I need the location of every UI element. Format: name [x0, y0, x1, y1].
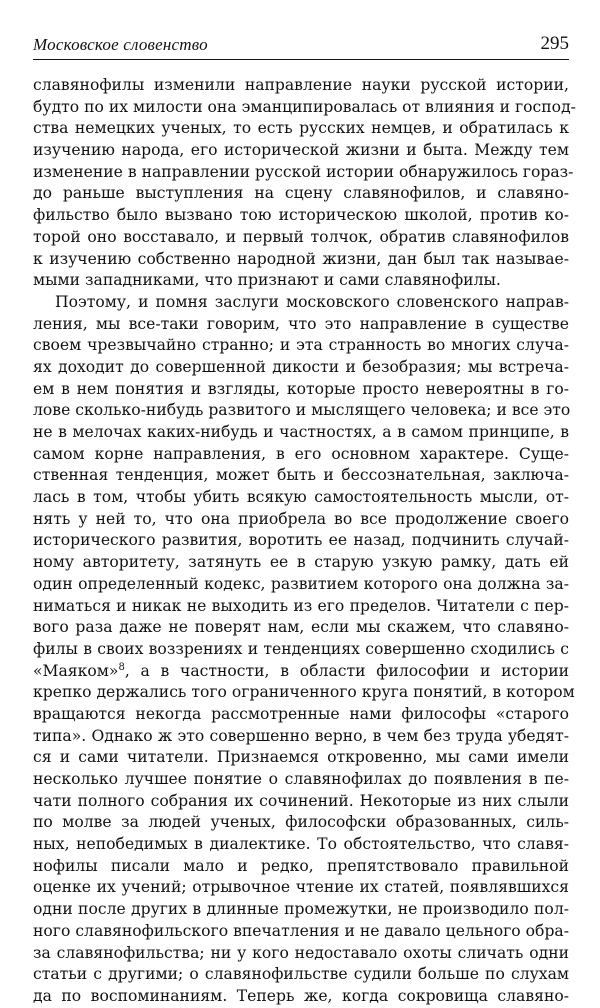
text-line: не в мелочах каких-нибудь и частностях, а в самом принципе, в — [33, 423, 569, 441]
text-line: изучению народа, его исторической жизни и быта. Между тем — [33, 141, 569, 160]
text-line: ного славянофильского впечатления и не давало цельного обра- — [33, 921, 569, 940]
text-line: до раньше выступления на сцену славянофилов, и славяно- — [33, 184, 569, 203]
text-line: вого раза даже не поверят нам, если мы скажем, что славяно- — [33, 618, 569, 637]
text-line: чати полного собрания их сочинений. Некоторые из них слыли — [33, 791, 569, 810]
text-line: самом корне направления, в его основном характере. Суще- — [33, 444, 569, 463]
text-fragment: «Маяком» — [33, 661, 119, 680]
paragraph — [33, 75, 576, 292]
text-line: несколько лучшее понятие о славянофилах до появления в пе- — [33, 770, 569, 788]
text-fragment: , а в частности, в области философии и истории — [124, 661, 569, 680]
text-line: торой оно восставало, и первый толчок, обратив славянофилов — [33, 227, 569, 246]
text-line: ственная тенденция, может быть и бессознательная, заключа- — [33, 466, 569, 485]
text-line: Поэтому, и помня заслуги московского словенского направ- — [55, 292, 569, 311]
text-line: исторического развития, воротить ее назад, подчинить случай- — [33, 531, 569, 550]
page-number: 295 — [540, 33, 569, 54]
text-line: фильство было вызвано тою историческою школой, против ко- — [33, 206, 569, 225]
text-line: за славянофильства; ни у кого недоставало охоты сличать одни — [33, 943, 569, 962]
text-line: к изучению собственно народной жизни, дан был так называе- — [33, 249, 569, 268]
running-head-title: Московское словенство — [33, 35, 208, 54]
text-line: лась в том, чтобы убить всякую самостоятельность мысли, от- — [33, 488, 569, 507]
text-line: славянофилы изменили направление науки русской истории, — [33, 76, 569, 94]
text-line: статьи с другими; о славянофильстве судили больше по слухам — [33, 965, 569, 984]
text-line: ем в нем понятия и взгляды, которые просто невероятны в го- — [33, 379, 569, 398]
text-line: своем чрезвычайно странно; и эта странность во многих случа- — [33, 336, 569, 355]
text-line: изменение в направлении русской истории обнаружилось гораз- — [33, 162, 574, 181]
text-line: ся и сами читатели. Признаемся откровенно, мы сами имели — [33, 748, 569, 767]
text-line-with-footnote — [33, 661, 569, 683]
text-line: вращаются некогда рассмотренные нами философы «старого — [33, 704, 569, 723]
text-line: ях доходит до совершенной дикости и безобразия; мы встреча- — [33, 357, 569, 376]
running-head — [33, 33, 569, 60]
text-line: будто по их милости она эманципировалась от влияния и господ- — [33, 97, 576, 116]
paragraph — [33, 292, 575, 1008]
text-line: нять у ней то, что она приобрела во все продолжение своего — [33, 509, 569, 528]
text-line: да по воспоминаниям. Теперь же, когда сокровища славяно- — [33, 986, 569, 1005]
text-line: мыми западниками, что признают и сами славянофилы. — [33, 271, 501, 290]
body-text — [33, 75, 576, 1008]
text-line: одни после других в длинные промежутки, не производило пол- — [33, 900, 569, 919]
text-line: ства немецких ученых, то есть русских немцев, и обратилась к — [33, 119, 569, 138]
text-line: нофилы писали мало и редко, препятствовало правильной — [33, 856, 569, 875]
text-line: ления, мы все-таки говорим, что это направление в существе — [33, 314, 569, 333]
text-line: крепко держались того ограниченного круга понятий, в котором — [33, 683, 575, 702]
text-line: оценке их учений; отрывочное чтение их статей, появлявшихся — [33, 878, 569, 897]
text-line: ному авторитету, затянуть ее в старую узкую рамку, дать ей — [33, 553, 569, 572]
text-line: лове сколько-нибудь развитого и мыслящего человека; и все это — [33, 401, 571, 420]
text-line: филы в своих воззрениях и тенденциях совершенно сходились с — [33, 639, 569, 658]
text-line: ных, непобедимых в диалектике. То обстоятельство, что славя- — [33, 835, 569, 854]
text-line: ниматься и никак не выходить из его пределов. Читатели с пер- — [33, 596, 569, 615]
text-line: типа». Однако ж это совершенно верно, в чем без труда убедят- — [33, 726, 569, 745]
text-line: по молве за людей ученых, философски образованных, силь- — [33, 813, 569, 832]
footnote-marker[interactable]: 8 — [118, 661, 125, 673]
text-line: один определенный кодекс, развитием которого она должна за- — [33, 574, 569, 593]
